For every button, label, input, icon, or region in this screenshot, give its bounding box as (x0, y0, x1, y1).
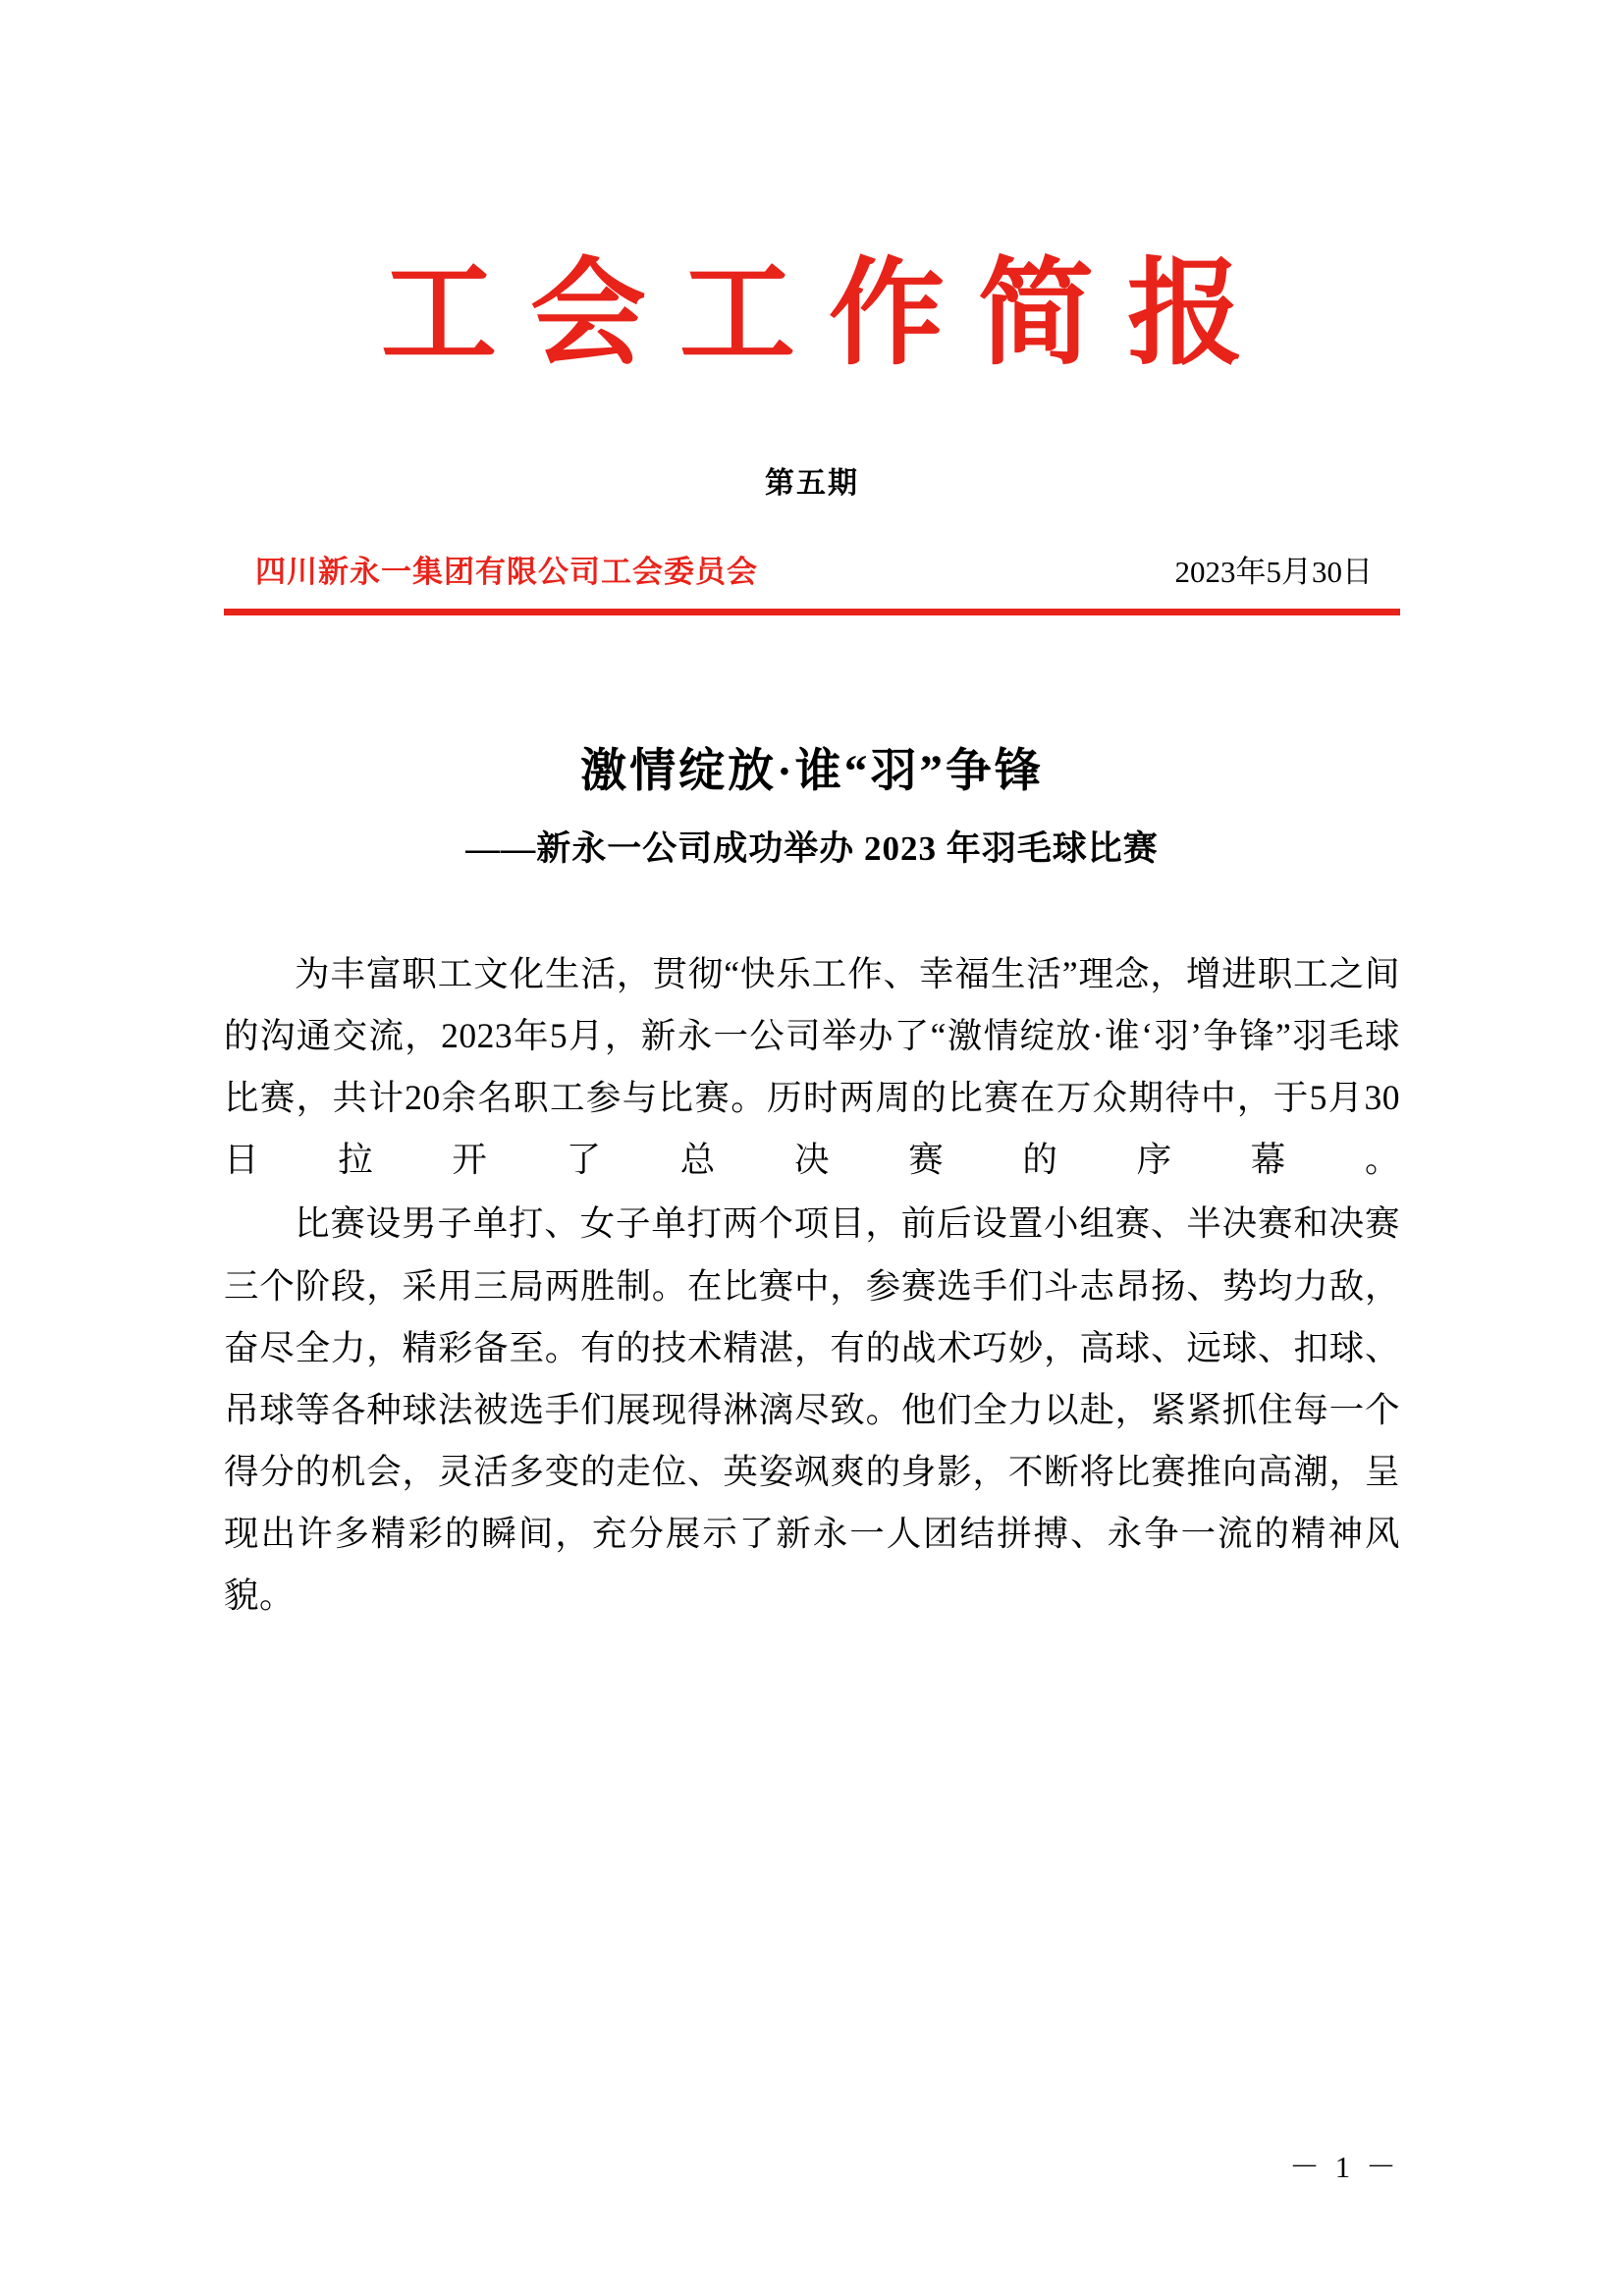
article-paragraph: 为丰富职工文化生活，贯彻“快乐工作、幸福生活”理念，增进职工之间的沟通交流，2023年5月，新永一公司举办了“激情绽放·谁‘羽’争锋”羽毛球比赛，共计20余名职工参与比赛。历时两周的比赛在万众期待中，于5月30日拉开了总决赛的序幕。 (224, 953, 1400, 1180)
article-paragraph: 比赛设男子单打、女子单打两个项目，前后设置小组赛、半决赛和决赛三个阶段，采用三局两胜制。在比赛中，参赛选手们斗志昂扬、势均力敌，奋尽全力，精彩备至。有的技术精湛，有的战术巧妙，高球、远球、扣球、吊球等各种球法被选手们展现得淋漓尽致。他们全力以赴，紧紧抓住每一个得分的机会，灵活多变的走位、英姿飒爽的身影，不断将比赛推向高潮，呈现出许多精彩的瞬间，充分展示了新永一人团结拼搏、永争一流的精神风貌。 (224, 1203, 1400, 1616)
issue-number: 第五期 (765, 467, 859, 501)
masthead-divider (224, 609, 1400, 615)
masthead-title: 工会工作简报 (380, 250, 1276, 379)
page-number: － 1 － (1289, 2150, 1400, 2184)
article-subtitle: ——新永一公司成功举办 2023 年羽毛球比赛 (465, 828, 1159, 868)
issuer-name: 四川新永一集团有限公司工会委员会 (255, 555, 758, 590)
masthead (224, 0, 1400, 502)
article-body (224, 943, 1400, 1628)
masthead-meta-row (224, 547, 1400, 591)
article (224, 741, 1400, 1628)
article-title: 激情绽放·谁“羽”争锋 (580, 746, 1044, 798)
issue-date: 2023年5月30日 (1174, 555, 1373, 590)
